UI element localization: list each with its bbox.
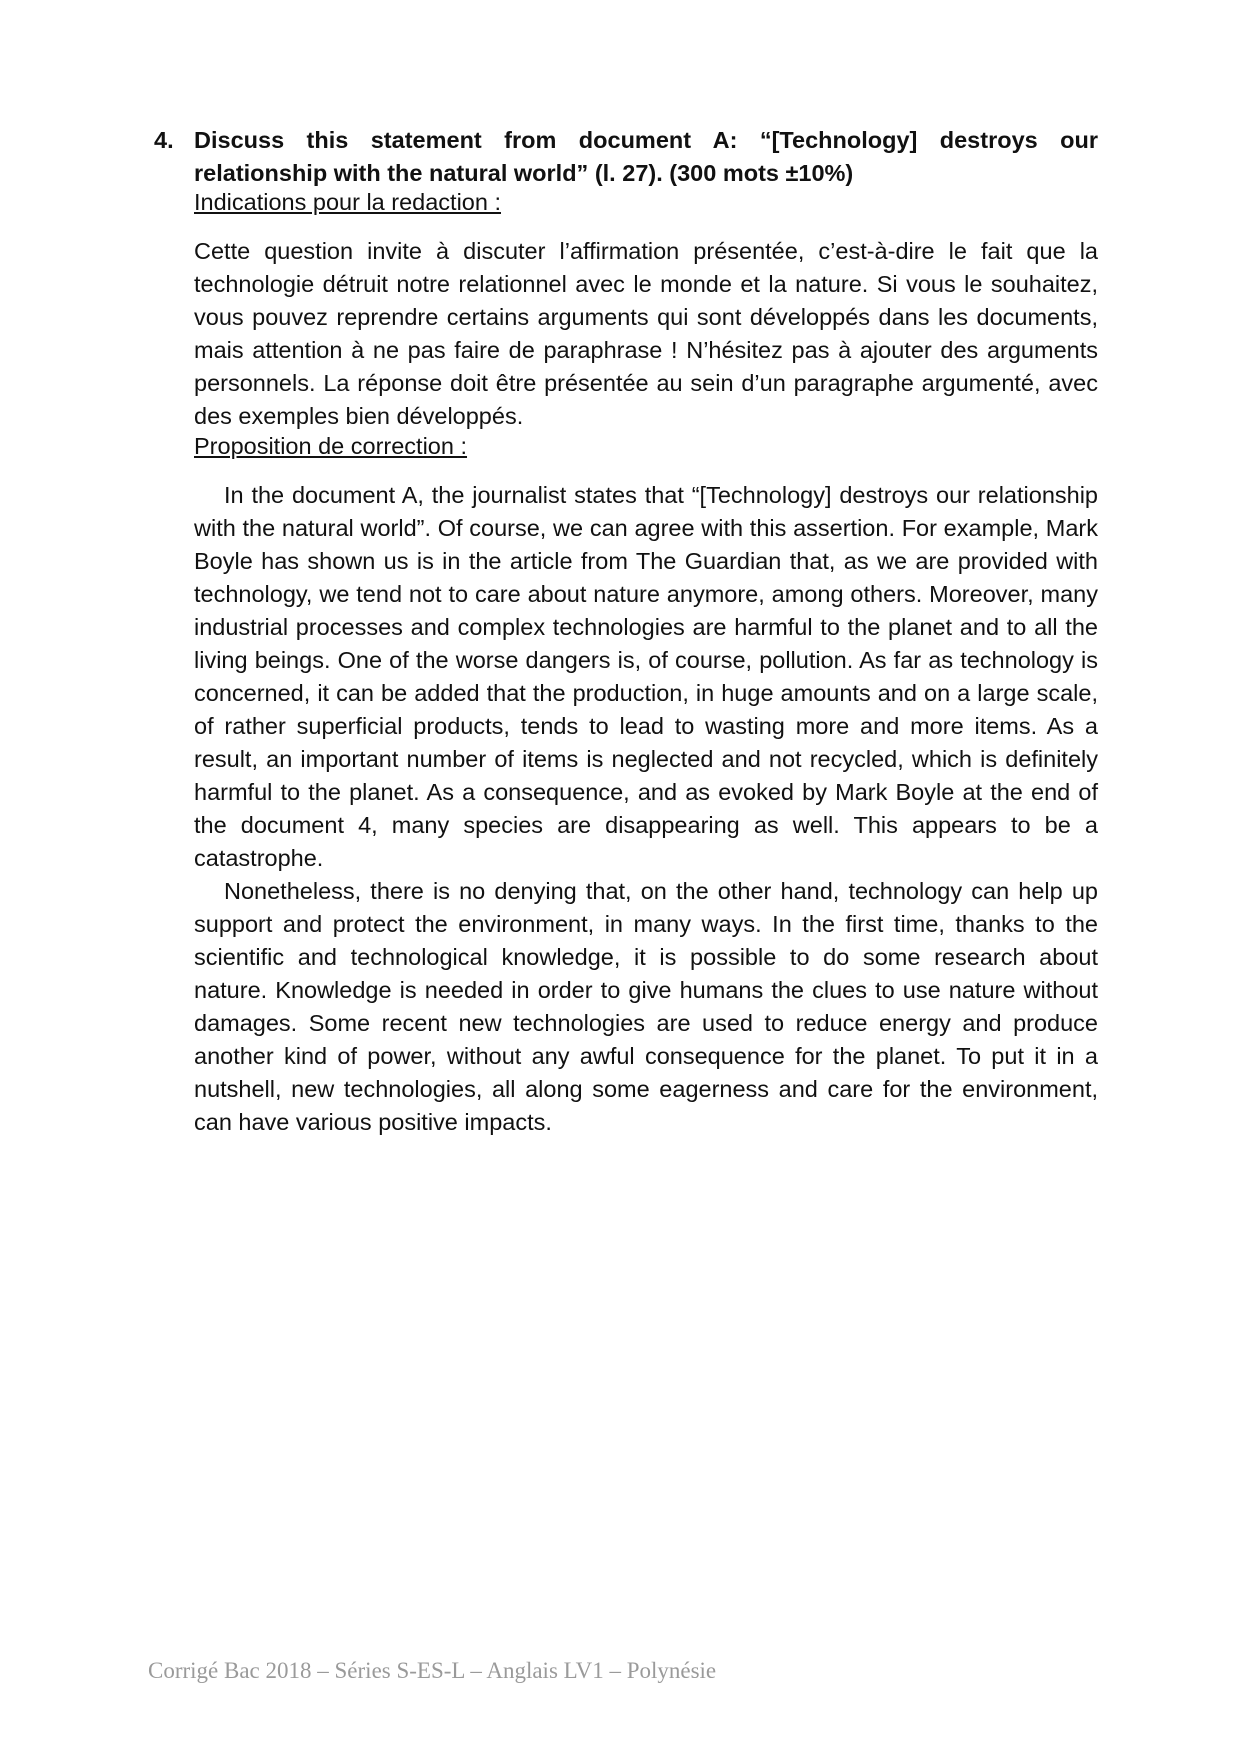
question-block — [154, 124, 1098, 190]
correction-paragraph-1: In the document A, the journalist states that “[Technology] destroys our relationship with the natural world”. Of course, we can agree with this assertion. For example, Mark Boyle has shown us is in the article from The Guardian that, as we are provided with technology, we tend not to care about nature anymore, among others. Moreover, many industrial processes and complex technologies are harmful to the planet and to all the living beings. One of the worse dangers is, of course, pollution. As far as technology is concerned, it can be added that the production, in huge amounts and on a large scale, of rather superficial products, tends to lead to wasting more and more items. As a result, an important number of items is neglected and not recycled, which is definitely harmful to the planet. As a consequence, and as evoked by Mark Boyle at the end of the document 4, many species are disappearing as well. This appears to be a catastrophe. — [194, 482, 1098, 871]
correction-block — [194, 479, 1098, 1139]
indications-block — [194, 235, 1098, 433]
correction-heading: Proposition de correction : — [194, 433, 468, 459]
question-number: 4. — [154, 127, 174, 153]
correction-paragraph-2: Nonetheless, there is no denying that, on the other hand, technology can help up support and protect the environment, in many ways. In the first time, thanks to the scientific and technological knowledge, it is possible to do some research about nature. Knowledge is needed in order to give humans the clues to use nature without damages. Some recent new technologies are used to reduce energy and produce another kind of power, without any awful consequence for the planet. To put it in a nutshell, new technologies, all along some eagerness and care for the environment, can have various positive impacts. — [194, 878, 1098, 1135]
indications-text: Cette question invite à discuter l’affirmation présentée, c’est-à-dire le fait que la technologie détruit notre relationnel avec le monde et la nature. Si vous le souhaitez, vous pouvez reprendre certains arguments qui sont développés dans les documents, mais attention à ne pas faire de paraphrase ! N’hésitez pas à ajouter des arguments personnels. La réponse doit être présentée au sein d’un paragraphe argumenté, avec des exemples bien développés. — [194, 238, 1098, 429]
page-footer: Corrigé Bac 2018 – Séries S-ES-L – Anglais LV1 – Polynésie — [148, 1658, 717, 1683]
correction-heading-block — [194, 430, 1098, 463]
question-text: Discuss this statement from document A: “[Technology] destroys our relationship with the natural world” (l. 27). (300 mots ±10%) — [194, 127, 1098, 186]
indications-heading-block — [194, 186, 1098, 219]
indications-heading: Indications pour la redaction : — [194, 189, 501, 215]
